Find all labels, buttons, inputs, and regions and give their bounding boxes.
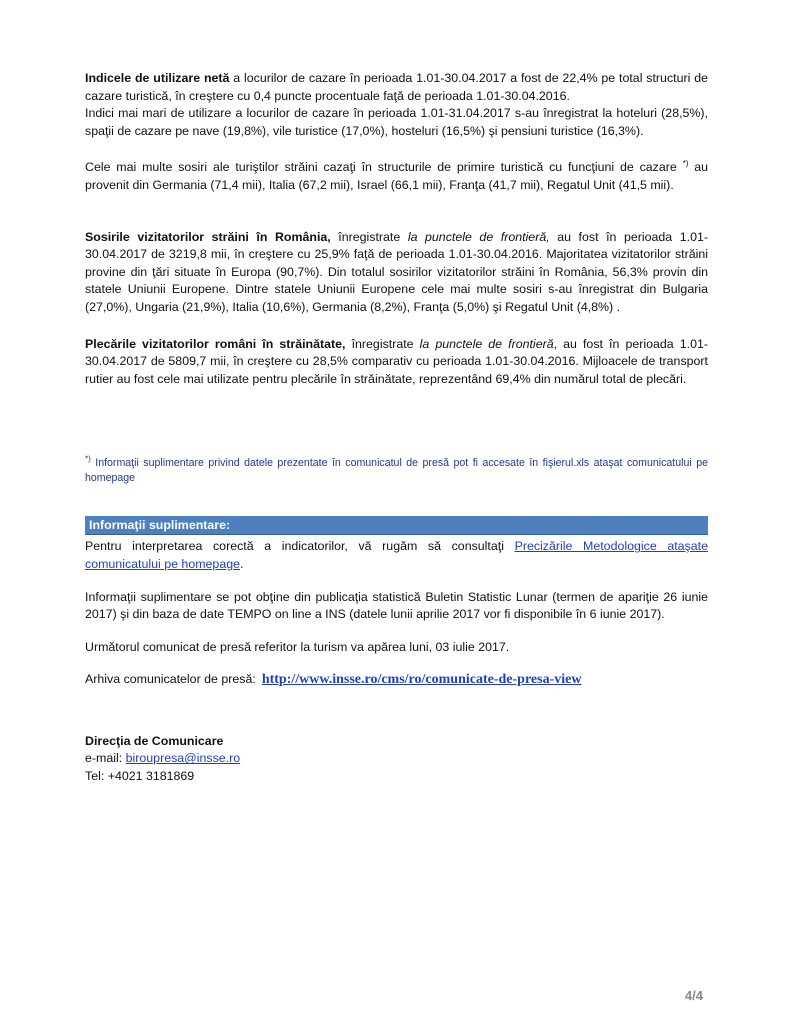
- methodology-text: Pentru interpretarea corectă a indicatorilor, vă rugăm să consultaţi: [85, 539, 515, 554]
- departures-heading: Plecările vizitatorilor români în străinătate,: [85, 336, 346, 351]
- footnote-sup: *): [85, 454, 91, 464]
- net-utilization-text: a locurilor de cazare în perioada 1.01-30.04.2017 a fost de 22,4% pe total structuri de cazare turistică, în creştere cu 0,4 puncte procentuale faţă de perioada 1.01-30.04.2016.: [85, 71, 708, 103]
- paragraph-higher-indices: Indici mai mari de utilizare a locurilor de cazare în perioada 1.01-31.04.2017 s-au înregistrat la hoteluri (28,5%), spaţii de cazare pe nave (19,8%), vile turistice (17,0%), hosteluri (16,5%) şi pensiuni turistice (16,3%).: [85, 106, 708, 138]
- contact-block: [85, 733, 708, 786]
- contact-department: Direcţia de Comunicare: [85, 733, 224, 748]
- foreign-arrivals-text-1: Cele mai multe sosiri ale turiştilor străini cazaţi în structurile de primire turistică cu funcţiuni de cazare: [85, 160, 683, 175]
- paragraph-departures: [85, 336, 708, 389]
- footnote: [85, 456, 708, 486]
- departures-text-1: înregistrate: [345, 336, 420, 351]
- visitor-arrivals-italic: la punctele de frontieră,: [407, 229, 550, 244]
- methodology-end: .: [240, 556, 244, 571]
- info-archive: [85, 671, 708, 689]
- archive-label: Arhiva comunicatelor de presă:: [85, 672, 256, 687]
- departures-italic: la punctele de frontieră: [419, 336, 554, 351]
- email-link[interactable]: biroupresa@insse.ro: [125, 751, 241, 766]
- footnote-text: Informaţii suplimentare privind datele prezentate în comunicatul de presă pot fi accesate în fişierul.xls ataşat comunicatului pe homepage: [85, 457, 708, 485]
- foreign-arrivals-text-2: au provenit din Germania (71,4 mii), Italia (67,2 mii), Israel (66,1 mii), Franţa (41,7 mii), Regatul Unit (41,5 mii).: [85, 160, 708, 192]
- methodology-link[interactable]: Precizările Metodologice ataşate comunicatului pe homepage: [85, 539, 708, 571]
- contact-phone: Tel: +4021 3181869: [85, 769, 195, 784]
- page-number: 4/4: [684, 988, 703, 1003]
- document-page: [85, 70, 708, 786]
- archive-link[interactable]: http://www.insse.ro/cms/ro/comunicate-de-presa-view: [261, 672, 582, 688]
- net-utilization-heading: Indicele de utilizare netă: [85, 71, 230, 85]
- visitor-arrivals-text-1: înregistrate: [330, 229, 408, 244]
- paragraph-visitor-arrivals: [85, 229, 708, 317]
- departures-text-2: , au fost în perioada 1.01-30.04.2017 de 5809,7 mii, în creştere cu 28,5% comparativ cu perioada 1.01-30.04.2016. Mijloacele de transport rutier au fost cele mai utilizate pentru plecările în străinătate, reprezentând 69,4% din numărul total de plecări.: [85, 336, 708, 386]
- footnote-marker: *): [682, 159, 689, 169]
- info-methodology: [85, 538, 708, 573]
- info-next-release: Următorul comunicat de presă referitor la turism va apărea luni, 03 iulie 2017.: [85, 639, 510, 654]
- visitor-arrivals-text-2: au fost în perioada 1.01-30.04.2017 de 3219,8 mii, în creştere cu 25,9% faţă de perioada 1.01-30.04.2016. Majoritatea vizitatorilor străini provine din ţări situate în Europa (90,7%). Din totalul sosirilor vizitatorilor străini în România, 56,3% provin din statele Uniunii Europene. Dintre statele Uniunii Europene cele mai multe sosiri s-au înregistrat din Bulgaria (27,0%), Ungaria (21,9%), Italia (10,6%), Germania (8,2%), Franţa (5,0%) şi Regatul Unit (4,8%) .: [85, 229, 708, 314]
- info-bulletin: Informaţii suplimentare se pot obţine din publicaţia statistică Buletin Statistic Lunar (termen de apariţie 26 iunie 2017) şi din baza de date TEMPO on line a INS (datele lunii aprilie 2017 vor fi disponibile în 6 iunie 2017).: [85, 589, 708, 622]
- visitor-arrivals-heading: Sosirile vizitatorilor străini în România,: [85, 229, 331, 244]
- info-section-heading: Informaţii suplimentare:: [85, 516, 708, 535]
- email-label: e-mail:: [85, 751, 126, 766]
- paragraph-foreign-arrivals: [85, 159, 708, 194]
- paragraph-net-utilization: [85, 70, 708, 105]
